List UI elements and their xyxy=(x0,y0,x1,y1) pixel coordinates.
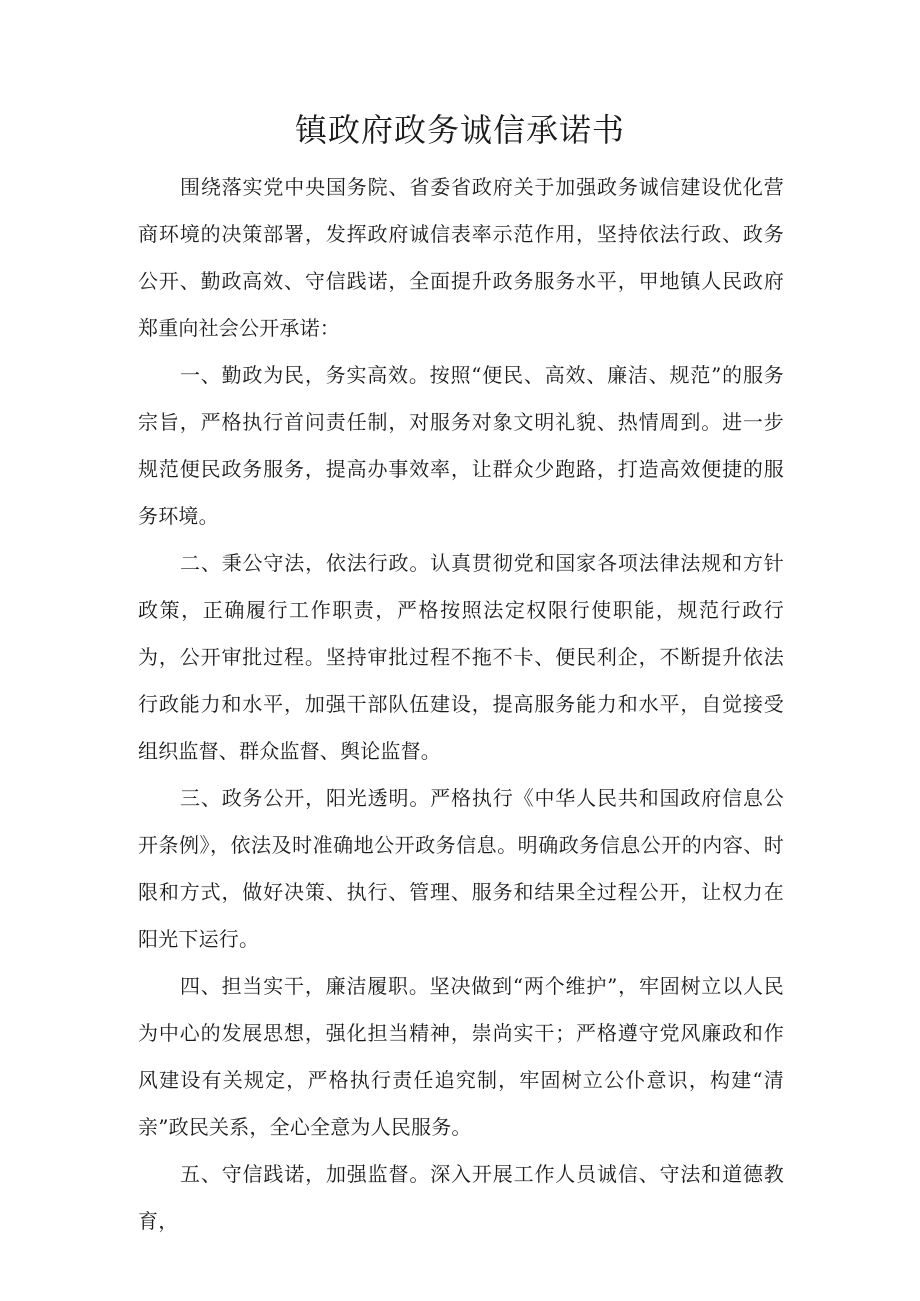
intro-paragraph: 围绕落实党中央国务院、省委省政府关于加强政务诚信建设优化营商环境的决策部署，发挥政府诚信表率示范作用，坚持依法行政、政务公开、勤政高效、守信践诺，全面提升政务服务水平，甲地镇人民政府郑重向社会公开承诺： xyxy=(138,175,784,340)
commitment-paragraph-5: 五、守信践诺，加强监督。深入开展工作人员诚信、守法和道德教育， xyxy=(138,1162,784,1233)
document-title: 镇政府政务诚信承诺书 xyxy=(294,111,625,149)
commitment-paragraph-3: 三、政务公开，阳光透明。严格执行《中华人民共和国政府信息公开条例》，依法及时准确地公开政务信息。明确政务信息公开的内容、时限和方式，做好决策、执行、管理、服务和结果全过程公开，让权力在阳光下运行。 xyxy=(138,786,784,951)
commitment-paragraph-4: 四、担当实干，廉洁履职。坚决做到“两个维护”，牢固树立以人民为中心的发展思想，强化担当精神，崇尚实干；严格遵守党风廉政和作风建设有关规定，严格执行责任追究制，牢固树立公仆意识，构建“清亲”政民关系，全心全意为人民服务。 xyxy=(138,974,784,1139)
commitment-paragraph-2: 二、秉公守法，依法行政。认真贯彻党和国家各项法律法规和方针政策，正确履行工作职责，严格按照法定权限行使职能，规范行政行为，公开审批过程。坚持审批过程不拖不卡、便民利企，不断提升依法行政能力和水平，加强干部队伍建设，提高服务能力和水平，自觉接受组织监督、群众监督、舆论监督。 xyxy=(138,551,784,763)
document-body xyxy=(138,164,784,1245)
commitment-paragraph-1: 一、勤政为民，务实高效。按照“便民、高效、廉洁、规范”的服务宗旨，严格执行首问责任制，对服务对象文明礼貌、热情周到。进一步规范便民政务服务，提高办事效率，让群众少跑路，打造高效便捷的服务环境。 xyxy=(138,363,784,528)
